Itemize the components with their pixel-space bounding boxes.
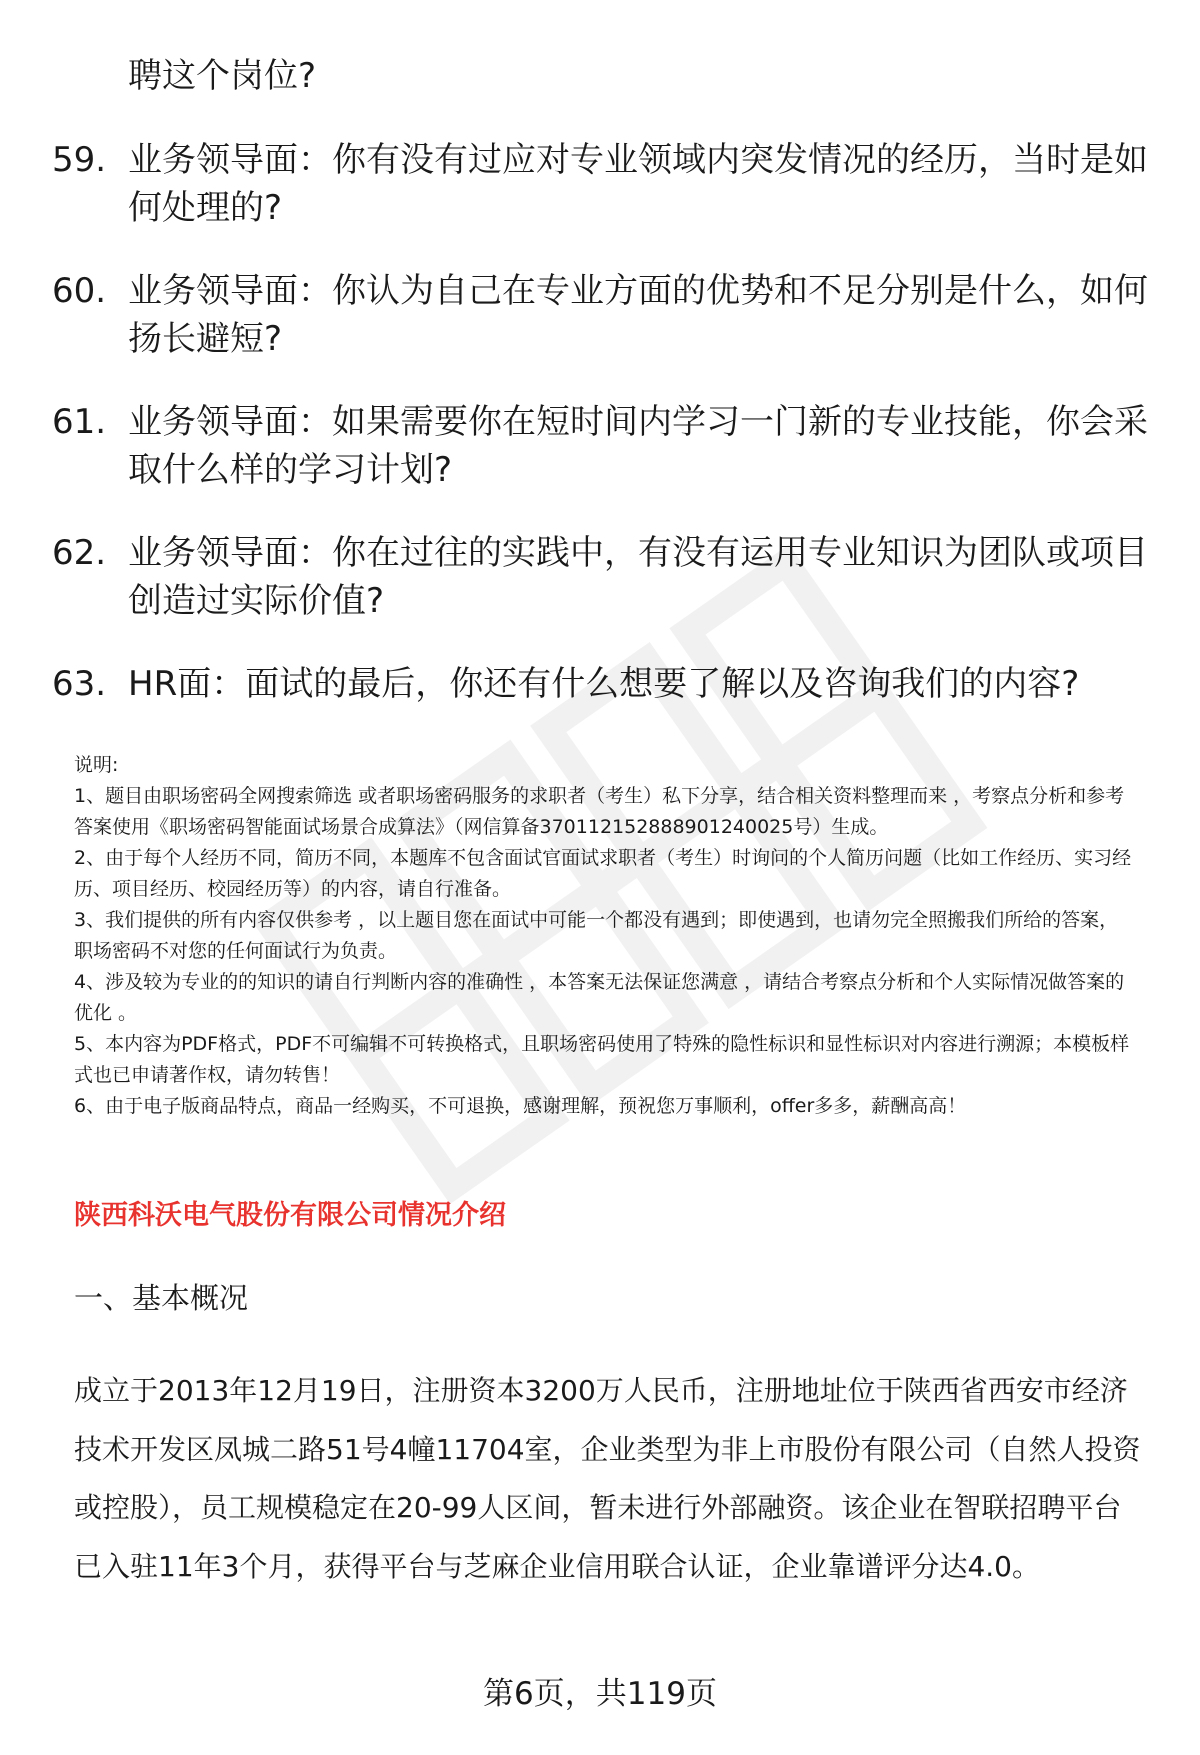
page-number-footer: 第6页，共119页 — [483, 1676, 717, 1712]
note-item-6: 6、由于电子版商品特点，商品一经购买，不可退换，感谢理解，预祝您万事顺利，offer多多，薪酬高高！ — [74, 1095, 967, 1117]
question-text: 聘这个岗位? — [128, 56, 317, 96]
note-item-1: 1、题目由职场密码全网搜索筛选 或者职场密码服务的求职者（考生）私下分享，结合相关资料整理而来 ，考察点分析和参考答案使用《职场密码智能面试场景合成算法》（网信算备370112152888901240025号）生成。 — [74, 785, 1125, 838]
question-number: 62. — [52, 533, 107, 573]
question-61 — [52, 398, 1152, 494]
notes-heading: 说明: — [74, 754, 119, 776]
note-item-2: 2、由于每个人经历不同，简历不同，本题库不包含面试官面试求职者（考生）时询问的个人简历问题（比如工作经历、实习经历、项目经历、校园经历等）的内容，请自行准备。 — [74, 847, 1132, 900]
question-text: 业务领导面：你认为自己在专业方面的优势和不足分别是什么，如何扬长避短? — [128, 271, 1148, 359]
question-63 — [52, 660, 1152, 708]
question-text: HR面：面试的最后，你还有什么想要了解以及咨询我们的内容? — [128, 664, 1080, 704]
note-item-4: 4、涉及较为专业的的知识的请自行判断内容的准确性 ，本答案无法保证您满意 ，请结合考察点分析和个人实际情况做答案的优化 。 — [74, 971, 1125, 1024]
question-59 — [52, 136, 1152, 232]
company-title: 陕西科沃电气股份有限公司情况介绍 — [74, 1200, 506, 1231]
question-number: 63. — [52, 664, 107, 704]
question-text: 业务领导面：如果需要你在短时间内学习一门新的专业技能，你会采取什么样的学习计划? — [128, 402, 1148, 490]
notes-section — [74, 750, 1134, 1122]
question-list — [52, 52, 1152, 743]
note-item-3: 3、我们提供的所有内容仅供参考 ，以上题目您在面试中可能一个都没有遇到；即使遇到，也请勿完全照搬我们所给的答案，职场密码不对您的任何面试行为负责。 — [74, 909, 1119, 962]
question-text: 业务领导面：你在过往的实践中，有没有运用专业知识为团队或项目创造过实际价值? — [128, 533, 1148, 621]
question-62 — [52, 529, 1152, 625]
question-number: 59. — [52, 140, 107, 180]
question-number: 60. — [52, 271, 107, 311]
section-heading: 一、基本概况 — [74, 1281, 249, 1315]
note-item-5: 5、本内容为PDF格式，PDF不可编辑不可转换格式，且职场密码使用了特殊的隐性标识和显性标识对内容进行溯源；本模板样式也已申请著作权，请勿转售！ — [74, 1033, 1130, 1086]
question-58-continuation — [52, 52, 1152, 100]
company-intro-paragraph: 成立于2013年12月19日，注册资本3200万人民币，注册地址位于陕西省西安市经济技术开发区凤城二路51号4幢11704室，企业类型为非上市股份有限公司（自然人投资或控股），员工规模稳定在20-99人区间，暂未进行外部融资。该企业在智联招聘平台已入驻11年3个月，获得平台与芝麻企业信用联合认证，企业靠谱评分达4.0。 — [74, 1374, 1141, 1583]
question-60 — [52, 267, 1152, 363]
question-number: 61. — [52, 402, 107, 442]
question-text: 业务领导面：你有没有过应对专业领域内突发情况的经历，当时是如何处理的? — [128, 140, 1148, 228]
